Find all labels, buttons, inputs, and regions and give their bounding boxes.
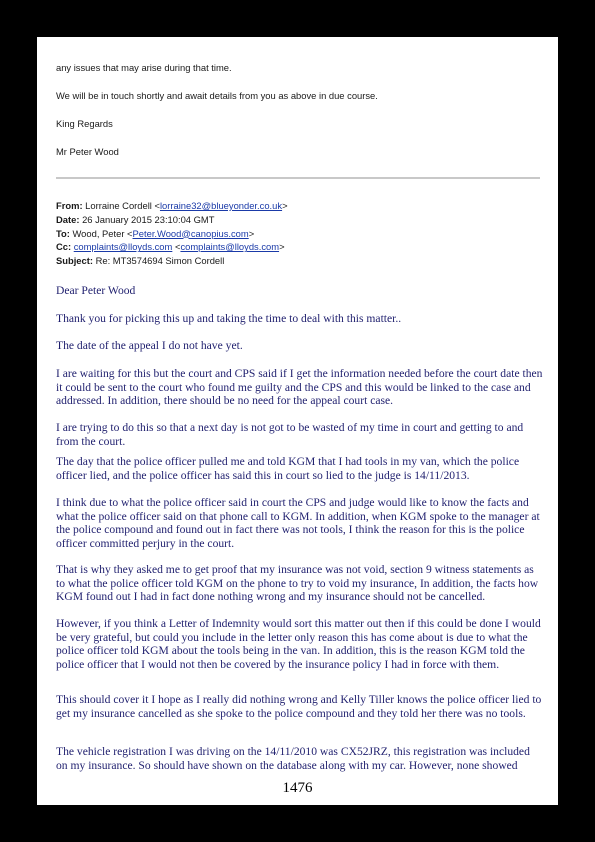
sign-off: King Regards [56,118,113,129]
to-label: To: [56,227,70,239]
to-name: Wood, Peter < [72,227,133,239]
top-line-2: We will be in touch shortly and await details from you as above in due course. [56,90,378,101]
to-line [56,227,540,241]
from-email-link[interactable]: lorraine32@blueyonder.co.uk [159,200,283,211]
body-paragraph: Thank you for picking this up and taking the time to deal with this matter.. [56,312,402,325]
date-value: 26 January 2015 23:10:04 GMT [82,213,215,225]
from-label: From: [56,200,83,211]
body-paragraph: The date of the appeal I do not have yet. [56,339,243,352]
divider [56,177,540,179]
body-paragraph: The day that the police officer pulled me and told KGM that I had tools in my van, which the police officer lied, and the police officer has said this in court so lied to the judge is 14/11/2013. [56,455,520,482]
cc-email-link-2[interactable]: complaints@lloyds.com [180,241,280,253]
date-line [56,213,540,227]
subject-line [56,254,540,268]
body-paragraph: That is why they asked me to get proof that my insurance was not void, section 9 witness statements as to what the police officer told KGM on the phone to try to void my insurance, In addition, the facts how KGM found out I had in fact done nothing wrong and my insurance should not be cancelled. [56,563,539,603]
to-email-link[interactable]: Peter.Wood@canopius.com [132,227,249,239]
body-paragraph: I think due to what the police officer said in court the CPS and judge would like to know the facts and what the police officer said on that phone call to KGM. In addition, when KGM spoke to the manager at the police compound and found out in fact there was not tools, I think the reason for this is the police officer committed perjury in the court. [56,496,540,550]
date-label: Date: [56,213,80,225]
cc-email-link-1[interactable]: complaints@lloyds.com [73,241,173,253]
top-line-1: any issues that may arise during that time. [56,62,232,73]
cc-label: Cc: [56,241,72,253]
document-page [37,37,558,805]
body-paragraph: The vehicle registration I was driving on the 14/11/2010 was CX52JRZ, this registration was included on my insurance. So should have shown on the database along with my car. However, none showed [56,745,530,772]
page-number: 1476 [282,780,313,796]
cc-end: > [279,241,285,253]
body-paragraph: However, if you think a Letter of Indemnity would sort this matter out then if this could be done I would be very grateful, but could you include in the letter only reason this has come about is due to what the police officer told KGM about the tools being in the van. In addition, this is the reason KGM told the police officer that I would not then be covered by the insurance policy I had in force with them. [56,617,541,671]
cc-line [56,240,540,254]
salutation: Dear Peter Wood [56,284,136,297]
body-paragraph: I are trying to do this so that a next day is not got to be wasted of my time in court and getting to and from the court. [56,421,524,448]
signature-name: Mr Peter Wood [56,146,119,157]
subject-value: Re: MT3574694 Simon Cordell [95,255,225,267]
body-paragraph: This should cover it I hope as I really did nothing wrong and Kelly Tiller knows the police officer lied to get my insurance cancelled as she spoke to the police compound and they told her there was no tools. [56,693,542,720]
email-header [56,199,540,268]
from-end: > [282,200,288,211]
body-paragraph: I are waiting for this but the court and CPS said if I get the information needed before the court date then it could be sent to the court who found me guilty and the CPS and this would be linked to the case and addressed. In addition, there should be no need for the appeal court case. [56,367,543,407]
from-name: Lorraine Cordell < [85,200,160,211]
cc-mid: < [172,241,181,253]
subject-label: Subject: [56,255,93,267]
to-end: > [248,227,255,239]
from-line [56,199,540,213]
